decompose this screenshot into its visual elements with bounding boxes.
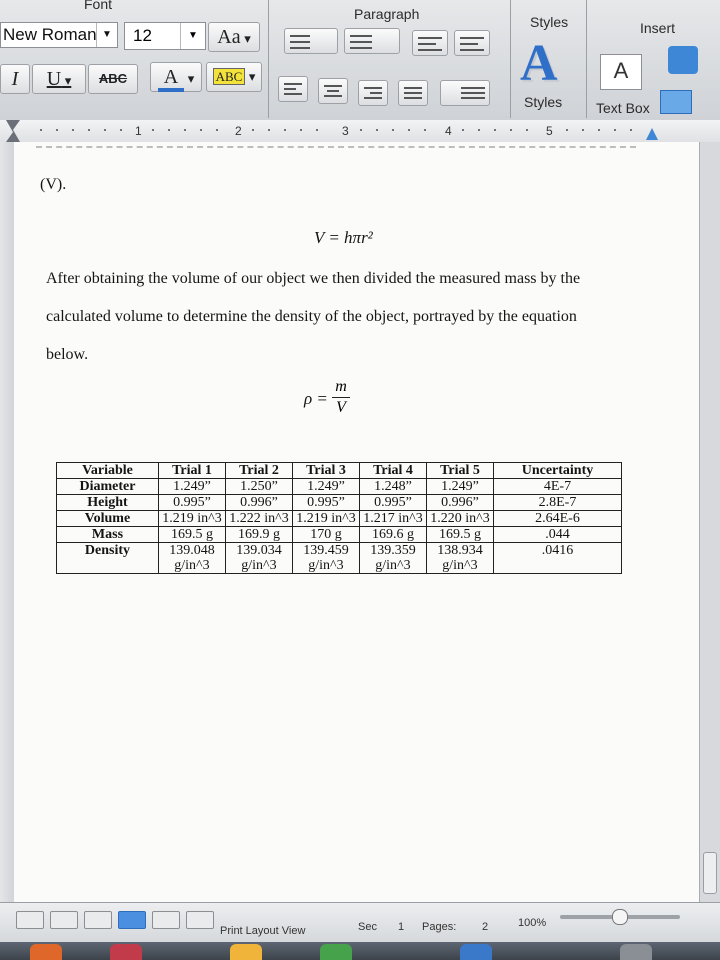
strikethrough-button[interactable]: ABC (88, 64, 138, 94)
status-bar (0, 902, 720, 943)
bullet-list-button[interactable] (284, 28, 338, 54)
table-cell: 169.9 g (225, 527, 292, 543)
text-box-button-label[interactable]: Text Box (596, 100, 650, 116)
dock-app-icon[interactable] (230, 944, 262, 960)
vertical-ruler[interactable] (0, 142, 15, 902)
table-cell: 1.217 in^3 (359, 511, 426, 527)
underline-button[interactable] (32, 64, 86, 94)
highlight-label: ABC (213, 68, 246, 85)
table-cell: 1.219 in^3 (292, 511, 359, 527)
table-header-row (57, 463, 622, 479)
align-center-button[interactable] (318, 78, 348, 104)
table-cell: 139.459 g/in^3 (292, 543, 359, 574)
table-cell: 169.5 g (426, 527, 493, 543)
table-cell: Height (57, 495, 159, 511)
measurement-table (56, 462, 622, 574)
table-cell: Density (57, 543, 159, 574)
table-header: Variable (57, 463, 159, 479)
align-left-button[interactable] (278, 76, 308, 102)
font-size-value: 12 (133, 26, 152, 45)
underline-label: U (46, 68, 62, 90)
chevron-down-icon: ▾ (184, 71, 195, 86)
density-numerator: m (335, 378, 347, 395)
previous-line-fragment (36, 146, 636, 154)
notebook-view-button[interactable] (152, 911, 180, 929)
table-header: Uncertainty (493, 463, 621, 479)
dock (0, 942, 720, 960)
italic-button[interactable]: I (0, 64, 30, 94)
decrease-indent-button[interactable] (412, 30, 448, 56)
table-cell: 0.995” (292, 495, 359, 511)
table-header: Trial 3 (292, 463, 359, 479)
ruler-number: 4 (445, 124, 452, 138)
table-cell: 0.996” (225, 495, 292, 511)
paragraph-group-label: Paragraph (354, 6, 420, 22)
density-fraction (332, 378, 350, 417)
page-navigation-buttons[interactable] (703, 852, 717, 894)
table-row (57, 543, 622, 574)
draft-view-button[interactable] (16, 911, 44, 929)
table-cell: 1.249” (426, 479, 493, 495)
text-box-icon[interactable]: A (600, 54, 642, 90)
align-right-button[interactable] (358, 80, 388, 106)
table-header: Trial 1 (158, 463, 225, 479)
density-equation-lhs: ρ = (304, 389, 328, 408)
insert-group-label: Insert (640, 20, 676, 36)
increase-indent-button[interactable] (454, 30, 490, 56)
ribbon (0, 0, 720, 121)
table-cell: .044 (493, 527, 621, 543)
dock-app-icon[interactable] (620, 944, 652, 960)
table-cell: 169.5 g (158, 527, 225, 543)
table-cell: 139.359 g/in^3 (359, 543, 426, 574)
styles-button-label[interactable]: Styles (524, 94, 563, 110)
grow-font-label: Aa (217, 26, 241, 48)
numbered-list-button[interactable] (344, 28, 400, 54)
table-cell: 4E-7 (493, 479, 621, 495)
table-cell: 169.6 g (359, 527, 426, 543)
table-cell: 1.250” (225, 479, 292, 495)
table-row (57, 511, 622, 527)
volume-equation: V = hπr² (314, 228, 373, 247)
font-color-label: A (158, 66, 184, 92)
section-label: (V). (40, 176, 67, 193)
grow-font-button[interactable] (208, 22, 260, 52)
chevron-down-icon[interactable]: ▼ (96, 23, 117, 47)
styles-gallery-icon[interactable]: A (520, 35, 558, 92)
table-cell: 1.219 in^3 (158, 511, 225, 527)
table-cell: .0416 (493, 543, 621, 574)
body-paragraph: After obtaining the volume of our object we then divided the measured mass by the calculated volume to determine the density of the object, portrayed by the equation below. (46, 270, 581, 363)
table-header: Trial 4 (359, 463, 426, 479)
table-row (57, 495, 622, 511)
zoom-slider-handle[interactable] (612, 909, 628, 925)
chevron-down-icon: ▾ (240, 31, 251, 46)
dock-app-icon[interactable] (30, 944, 62, 960)
document-page[interactable] (14, 142, 700, 902)
ruler-number: 3 (342, 124, 349, 138)
table-row (57, 527, 622, 543)
outline-view-button[interactable] (50, 911, 78, 929)
focus-view-button[interactable] (186, 911, 214, 929)
justify-button[interactable] (398, 80, 428, 106)
font-name-select[interactable] (0, 22, 118, 48)
publishing-view-button[interactable] (84, 911, 112, 929)
print-layout-view-button[interactable] (118, 911, 146, 929)
zoom-value: 100% (518, 917, 547, 929)
section-value: 1 (398, 921, 405, 933)
table-row (57, 479, 622, 495)
table-cell: 0.996” (426, 495, 493, 511)
table-cell: 2.8E-7 (493, 495, 621, 511)
table-cell: 139.034 g/in^3 (225, 543, 292, 574)
table-header: Trial 5 (426, 463, 493, 479)
pages-label: Pages: (422, 921, 457, 933)
font-color-button[interactable] (150, 62, 202, 92)
picture-icon[interactable] (660, 90, 692, 114)
table-cell: 0.995” (158, 495, 225, 511)
table-cell: 1.249” (292, 479, 359, 495)
density-denominator: V (336, 399, 346, 416)
ruler-number: 1 (135, 124, 142, 138)
table-cell: 2.64E-6 (493, 511, 621, 527)
highlight-button[interactable] (206, 62, 262, 92)
font-group-label: Font (84, 0, 113, 12)
vertical-scrollbar[interactable] (699, 142, 720, 902)
line-spacing-button[interactable] (440, 80, 490, 106)
font-size-select[interactable] (124, 22, 206, 50)
table-cell: 138.934 g/in^3 (426, 543, 493, 574)
ribbon-divider (268, 0, 269, 118)
table-cell: Diameter (57, 479, 159, 495)
table-cell: 139.048 g/in^3 (158, 543, 225, 574)
pages-value: 2 (482, 921, 489, 933)
shapes-icon[interactable] (668, 46, 698, 74)
table-cell: Volume (57, 511, 159, 527)
right-indent-marker-icon[interactable] (646, 128, 658, 140)
ribbon-divider (586, 0, 587, 118)
section-label: Sec (358, 921, 377, 933)
font-name-value: New Roman (3, 25, 97, 44)
ruler-number: 2 (235, 124, 242, 138)
indent-marker-icon[interactable] (6, 120, 20, 142)
view-mode-label: Print Layout View (220, 925, 306, 937)
chevron-down-icon: ▾ (61, 73, 72, 88)
dock-app-icon[interactable] (320, 944, 352, 960)
table-cell: 170 g (292, 527, 359, 543)
table-header: Trial 2 (225, 463, 292, 479)
ribbon-divider (510, 0, 511, 118)
table-cell: 1.249” (158, 479, 225, 495)
ruler-number: 5 (546, 124, 553, 138)
table-cell: Mass (57, 527, 159, 543)
styles-group-label: Styles (530, 14, 569, 30)
chevron-down-icon[interactable]: ▼ (180, 23, 205, 49)
table-cell: 1.248” (359, 479, 426, 495)
dock-app-icon[interactable] (460, 944, 492, 960)
horizontal-ruler[interactable] (0, 120, 720, 143)
chevron-down-icon: ▾ (245, 69, 256, 84)
table-cell: 0.995” (359, 495, 426, 511)
table-cell: 1.222 in^3 (225, 511, 292, 527)
dock-app-icon[interactable] (110, 944, 142, 960)
table-cell: 1.220 in^3 (426, 511, 493, 527)
